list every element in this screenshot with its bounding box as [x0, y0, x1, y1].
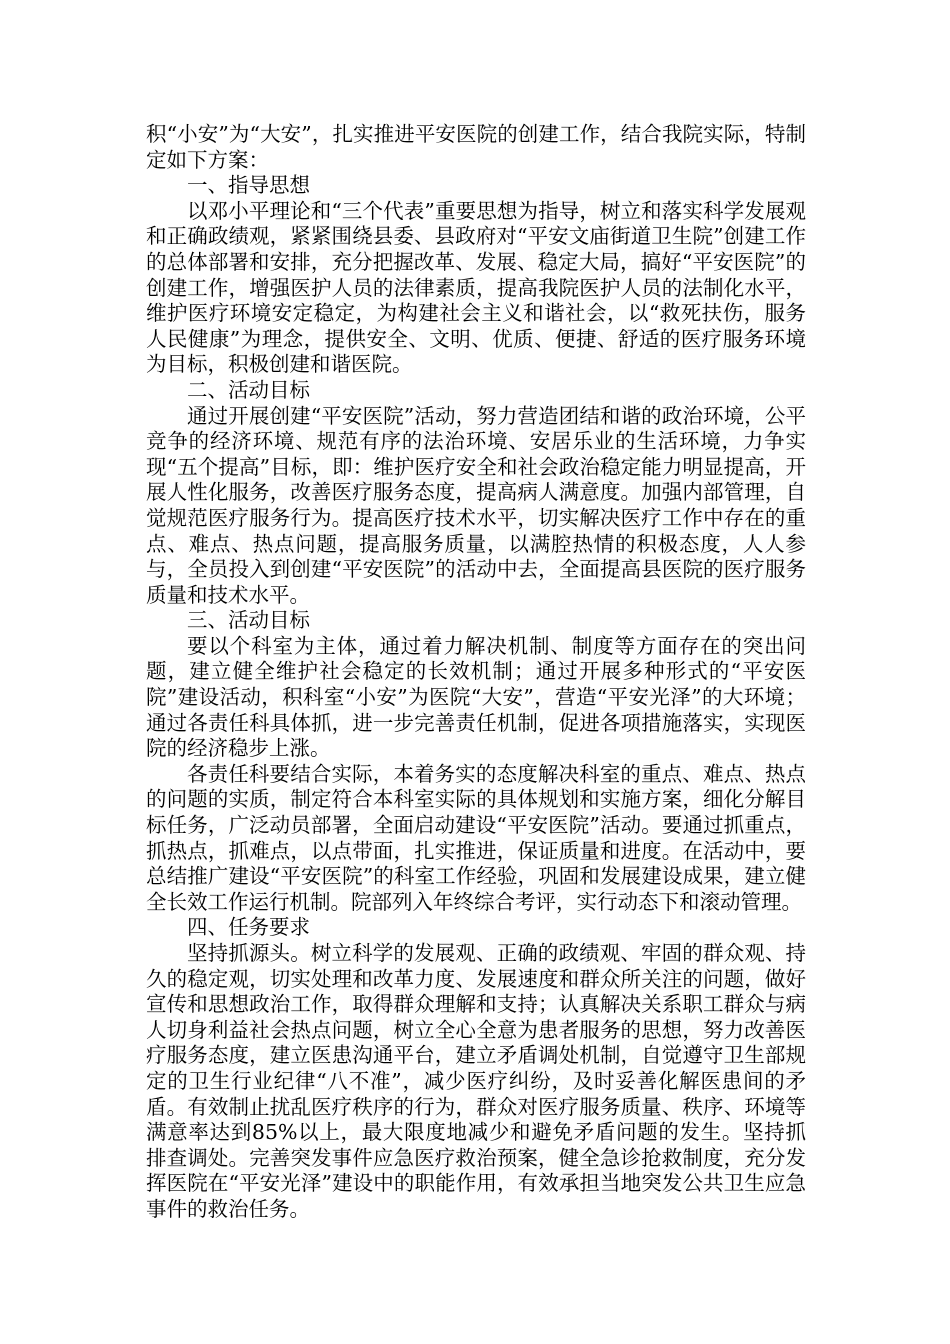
- section-heading-task-requirements: 四、任务要求: [187, 915, 310, 940]
- section-heading-activity-goals: 二、活动目标: [187, 377, 310, 402]
- section-heading-guiding-thought: 一、指导思想: [187, 173, 310, 198]
- document-body: [146, 122, 806, 1223]
- section-body-activity-goals-2-part2: 各责任科要结合实际，本着务实的态度解决科室的重点、难点、热点的问题的实质，制定符合本科室实际的具体规划和实施方案，细化分解目标任务，广泛动员部署，全面启动建设“平安医院”活动。要通过抓重点，抓热点，抓难点，以点带面，扎实推进，保证质量和进度。在活动中，要总结推广建设“平安医院”的科室工作经验，巩固和发展建设成果，建立健全长效工作运行机制。院部列入年终综合考评，实行动态下和滚动管理。: [146, 761, 806, 914]
- opening-paragraph: 积“小安”为“大安”，扎实推进平安医院的创建工作，结合我院实际，特制定如下方案：: [146, 122, 806, 172]
- section-body-task-requirements: 坚持抓源头。树立科学的发展观、正确的政绩观、牢固的群众观、持久的稳定观，切实处理和改革力度、发展速度和群众所关注的问题，做好宣传和思想政治工作，取得群众理解和支持；认真解决关系职工群众与病人切身利益社会热点问题，树立全心全意为患者服务的思想，努力改善医疗服务态度，建立医患沟通平台，建立矛盾调处机制，自觉遵守卫生部规定的卫生行业纪律“八不准”，减少医疗纠纷，及时妥善化解医患间的矛盾。有效制止扰乱医疗秩序的行为，群众对医疗服务质量、秩序、环境等满意率达到85%以上，最大限度地减少和避免矛盾问题的发生。坚持抓排查调处。完善突发事件应急医疗救治预案，健全急诊抢救制度，充分发挥医院在“平安光泽”建设中的职能作用，有效承担当地突发公共卫生应急事件的救治任务。: [146, 941, 806, 1221]
- section-body-activity-goals: 通过开展创建“平安医院”活动，努力营造团结和谐的政治环境，公平竞争的经济环境、规范有序的法治环境、安居乐业的生活环境，力争实现“五个提高”目标，即：维护医疗安全和社会政治稳定能力明显提高，开展人性化服务，改善医疗服务态度，提高病人满意度。加强内部管理，自觉规范医疗服务行为。提高医疗技术水平，切实解决医疗工作中存在的重点、难点、热点问题，提高服务质量，以满腔热情的积极态度，人人参与，全员投入到创建“平安医院”的活动中去，全面提高县医院的医疗服务质量和技术水平。: [146, 403, 806, 607]
- section-heading-activity-goals-2: 三、活动目标: [187, 608, 310, 633]
- section-body-activity-goals-2-part1: 要以个科室为主体，通过着力解决机制、制度等方面存在的突出问题，建立健全维护社会稳定的长效机制；通过开展多种形式的“平安医院”建设活动，积科室“小安”为医院“大安”，营造“平安光泽”的大环境；通过各责任科具体抓，进一步完善责任机制，促进各项措施落实，实现医院的经济稳步上涨。: [146, 633, 806, 761]
- section-body-guiding-thought: 以邓小平理论和“三个代表”重要思想为指导，树立和落实科学发展观和正确政绩观，紧紧围绕县委、县政府对“平安文庙街道卫生院”创建工作的总体部署和安排，充分把握改革、发展、稳定大局，搞好“平安医院”的创建工作，增强医护人员的法律素质，提高我院医护人员的法制化水平，维护医疗环境安定稳定，为构建社会主义和谐社会，以“救死扶伤，服务人民健康”为理念，提供安全、文明、优质、便捷、舒适的医疗服务环境为目标，积极创建和谐医院。: [146, 198, 806, 377]
